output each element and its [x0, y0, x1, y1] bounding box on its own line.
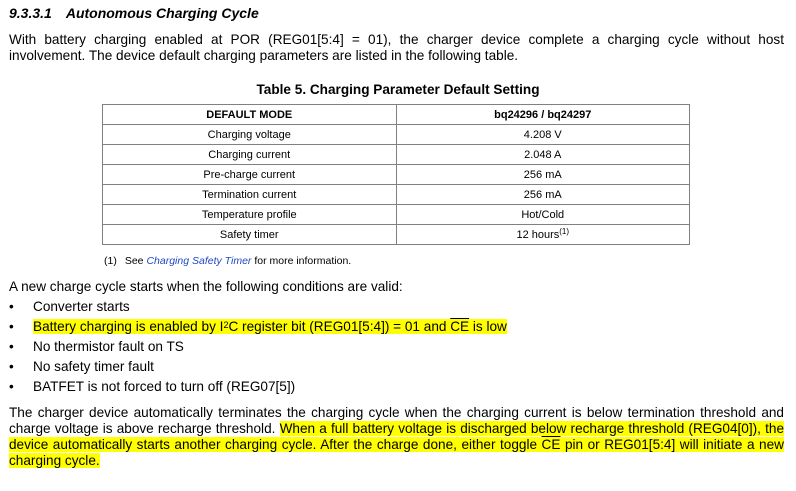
table-row — [103, 145, 690, 165]
conditions-lead: A new charge cycle starts when the following conditions are valid: — [9, 279, 403, 294]
highlighted-text: pin or REG01[5:4] will initiate a new charging cycle. — [9, 437, 784, 468]
table-row — [103, 165, 690, 185]
parameter-name: Temperature profile — [103, 205, 397, 225]
footnote-prefix: See — [124, 255, 144, 267]
list-item — [9, 377, 507, 397]
table-caption: Table 5. Charging Parameter Default Setting — [256, 82, 540, 97]
parameter-value: 256 mA — [396, 185, 690, 205]
bullet: • — [9, 339, 14, 354]
highlighted-text: When a full battery voltage is discharged below recharge threshold (REG04[0]), the device automatically starts another charging cycle. After the charge done, either toggle — [9, 421, 785, 452]
list-item — [9, 317, 507, 337]
bullet: • — [9, 379, 14, 394]
list-item — [9, 337, 507, 357]
bullet: • — [9, 319, 14, 334]
parameter-value — [396, 225, 690, 245]
table-header-row — [103, 105, 690, 125]
table-row — [103, 125, 690, 145]
condition-text: C register bit (REG01[5:4]) = 01 and — [228, 319, 451, 334]
parameter-name: Charging voltage — [103, 125, 397, 145]
parameter-name: Termination current — [103, 185, 397, 205]
parameter-value: 2.048 A — [396, 145, 690, 165]
table-row — [103, 185, 690, 205]
parameter-name: Pre-charge current — [103, 165, 397, 185]
column-header-device: bq24296 / bq24297 — [396, 105, 690, 125]
table-footnote — [104, 255, 351, 267]
condition-text: Battery charging is enabled by I — [33, 319, 224, 334]
list-item — [9, 357, 507, 377]
parameter-value: 4.208 V — [396, 125, 690, 145]
condition-text: BATFET is not forced to turn off (REG07[5]) — [33, 379, 296, 394]
section-number: 9.3.3.1 — [9, 5, 52, 21]
parameter-value: Hot/Cold — [396, 205, 690, 225]
table-row — [103, 225, 690, 245]
table-row — [103, 205, 690, 225]
parameter-name: Charging current — [103, 145, 397, 165]
ce-signal: $\overline{CE}$ — [541, 437, 561, 452]
bullet: • — [9, 359, 14, 374]
parameter-name: Safety timer — [103, 225, 397, 245]
footnote-marker: (1) — [559, 226, 570, 236]
bullet: • — [9, 299, 14, 314]
section-heading — [9, 5, 259, 21]
column-header-mode: DEFAULT MODE — [103, 105, 397, 125]
charging-parameter-table — [102, 104, 690, 245]
list-item — [9, 297, 507, 317]
charging-safety-timer-link[interactable]: Charging Safety Timer — [146, 255, 252, 267]
section-title: Autonomous Charging Cycle — [65, 5, 259, 21]
outro-text: The charger device automatically terminates the charging cycle when the charging current is below termination threshold and charge voltage is above recharge threshold. — [9, 405, 784, 436]
footnote-number: (1) — [104, 255, 117, 267]
footnote-suffix: for more information. — [254, 255, 352, 267]
intro-paragraph: With battery charging enabled at POR (REG01[5:4] = 01), the charger device complete a charging cycle without host involvement. The device default charging parameters are listed in the following table. — [9, 32, 784, 63]
condition-text: is low — [469, 319, 507, 334]
highlighted-condition — [33, 319, 507, 334]
superscript: 2 — [223, 320, 229, 330]
conditions-list — [9, 297, 507, 397]
condition-text: Converter starts — [33, 299, 130, 314]
outro-paragraph — [9, 405, 784, 469]
ce-signal: $\overline{CE}$ — [450, 319, 470, 334]
parameter-value: 256 mA — [396, 165, 690, 185]
condition-text: No safety timer fault — [33, 359, 154, 374]
condition-text: No thermistor fault on TS — [33, 339, 184, 354]
safety-timer-value: 12 hours — [516, 228, 560, 241]
